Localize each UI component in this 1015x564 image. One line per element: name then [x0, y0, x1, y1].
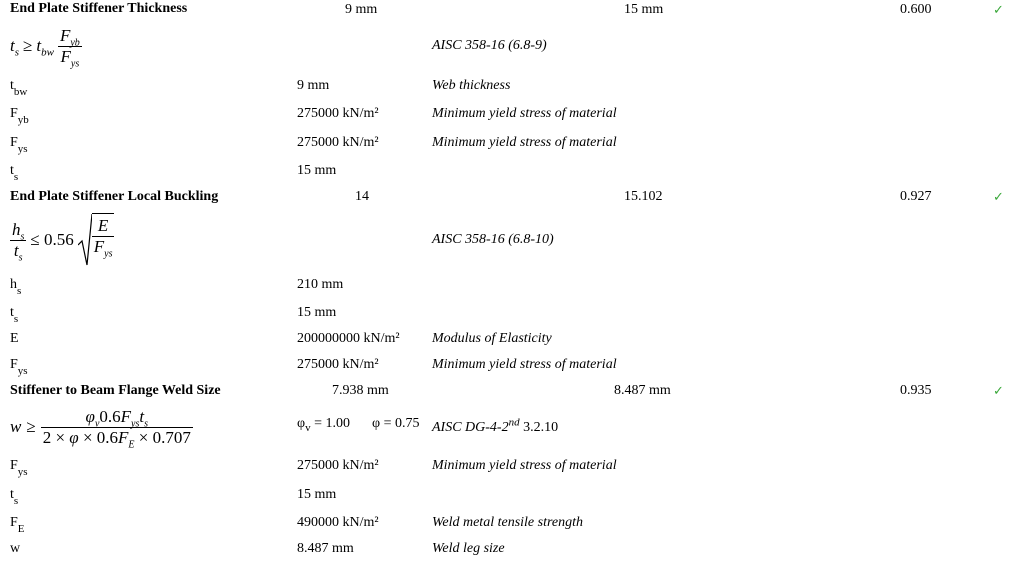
- param-value: 275000 kN/m²: [297, 106, 379, 121]
- param-value: 200000000 kN/m²: [297, 331, 400, 346]
- ratio-value: 0.600: [900, 2, 932, 17]
- provided-value: 15 mm: [624, 2, 664, 17]
- section-title: End Plate Stiffener Local Buckling: [10, 189, 219, 204]
- section-title: End Plate Stiffener Thickness: [10, 1, 188, 16]
- param-symbol: $F_{ys}$: [10, 357, 28, 377]
- param-symbol: w: [10, 541, 21, 556]
- required-value: 9 mm: [345, 2, 378, 17]
- param-symbol: $F_{ys}$: [10, 458, 28, 478]
- param-symbol: $F_{yb}$: [10, 106, 29, 126]
- param-symbol: $t_s$: [10, 163, 19, 183]
- param-value: 15 mm: [297, 487, 337, 502]
- param-value: 210 mm: [297, 277, 344, 292]
- reference-citation: AISC DG-4-2nd 3.2.10: [432, 416, 559, 435]
- param-description: Weld metal tensile strength: [432, 515, 583, 530]
- required-value: 7.938 mm: [332, 383, 389, 398]
- param-value: 15 mm: [297, 305, 337, 320]
- param-symbol: $h_s$: [10, 277, 22, 297]
- param-description: Minimum yield stress of material: [432, 458, 617, 473]
- param-value: 9 mm: [297, 78, 330, 93]
- check-icon: ✓: [993, 3, 1004, 18]
- param-symbol: $t_s$: [10, 487, 19, 507]
- ratio-value: 0.935: [900, 383, 932, 398]
- param-symbol: $F_{ys}$: [10, 135, 28, 155]
- param-value: 8.487 mm: [297, 541, 354, 556]
- reference-citation: AISC 358-16 (6.8-9): [432, 38, 547, 53]
- param-description: Minimum yield stress of material: [432, 106, 617, 121]
- param-value: 490000 kN/m²: [297, 515, 379, 530]
- required-value: 14: [355, 189, 369, 204]
- param-symbol: $t_{bw}$: [10, 78, 28, 98]
- ratio-value: 0.927: [900, 189, 932, 204]
- section-title: Stiffener to Beam Flange Weld Size: [10, 383, 221, 398]
- formula-stiffener-thickness: $t_s$ ≥ $t_{bw}$ $\frac{F_{yb}}{F_{ys}}$: [10, 25, 80, 69]
- param-symbol: E: [10, 331, 19, 346]
- check-icon: ✓: [993, 190, 1004, 205]
- param-description: Minimum yield stress of material: [432, 357, 617, 372]
- check-icon: ✓: [993, 384, 1004, 399]
- reference-citation: AISC 358-16 (6.8-10): [432, 232, 554, 247]
- param-description: Modulus of Elasticity: [432, 331, 552, 346]
- provided-value: 8.487 mm: [614, 383, 671, 398]
- provided-value: 15.102: [624, 189, 663, 204]
- param-description: Minimum yield stress of material: [432, 135, 617, 150]
- param-description: Web thickness: [432, 78, 511, 93]
- formula-local-buckling: $\frac{h_s}{t_s}$ ≤ 0.56 $\frac{E}{F_{ys}}$: [10, 210, 114, 270]
- param-description: Weld leg size: [432, 541, 505, 556]
- param-symbol: $t_s$: [10, 305, 19, 325]
- phi-v-value: $\varphi_v = 1.00$: [297, 416, 350, 434]
- param-value: 275000 kN/m²: [297, 357, 379, 372]
- param-value: 275000 kN/m²: [297, 135, 379, 150]
- phi-value: φ = 0.75: [372, 416, 420, 431]
- sqrt-icon: [78, 213, 92, 267]
- param-value: 275000 kN/m²: [297, 458, 379, 473]
- param-symbol: $F_E$: [10, 515, 25, 535]
- param-value: 15 mm: [297, 163, 337, 178]
- formula-weld-size: w ≥ $\frac{\varphi_v0.6F_{ys}t_s}{2 \times \varphi \times 0.6F_E \times 0.707}$: [10, 406, 191, 450]
